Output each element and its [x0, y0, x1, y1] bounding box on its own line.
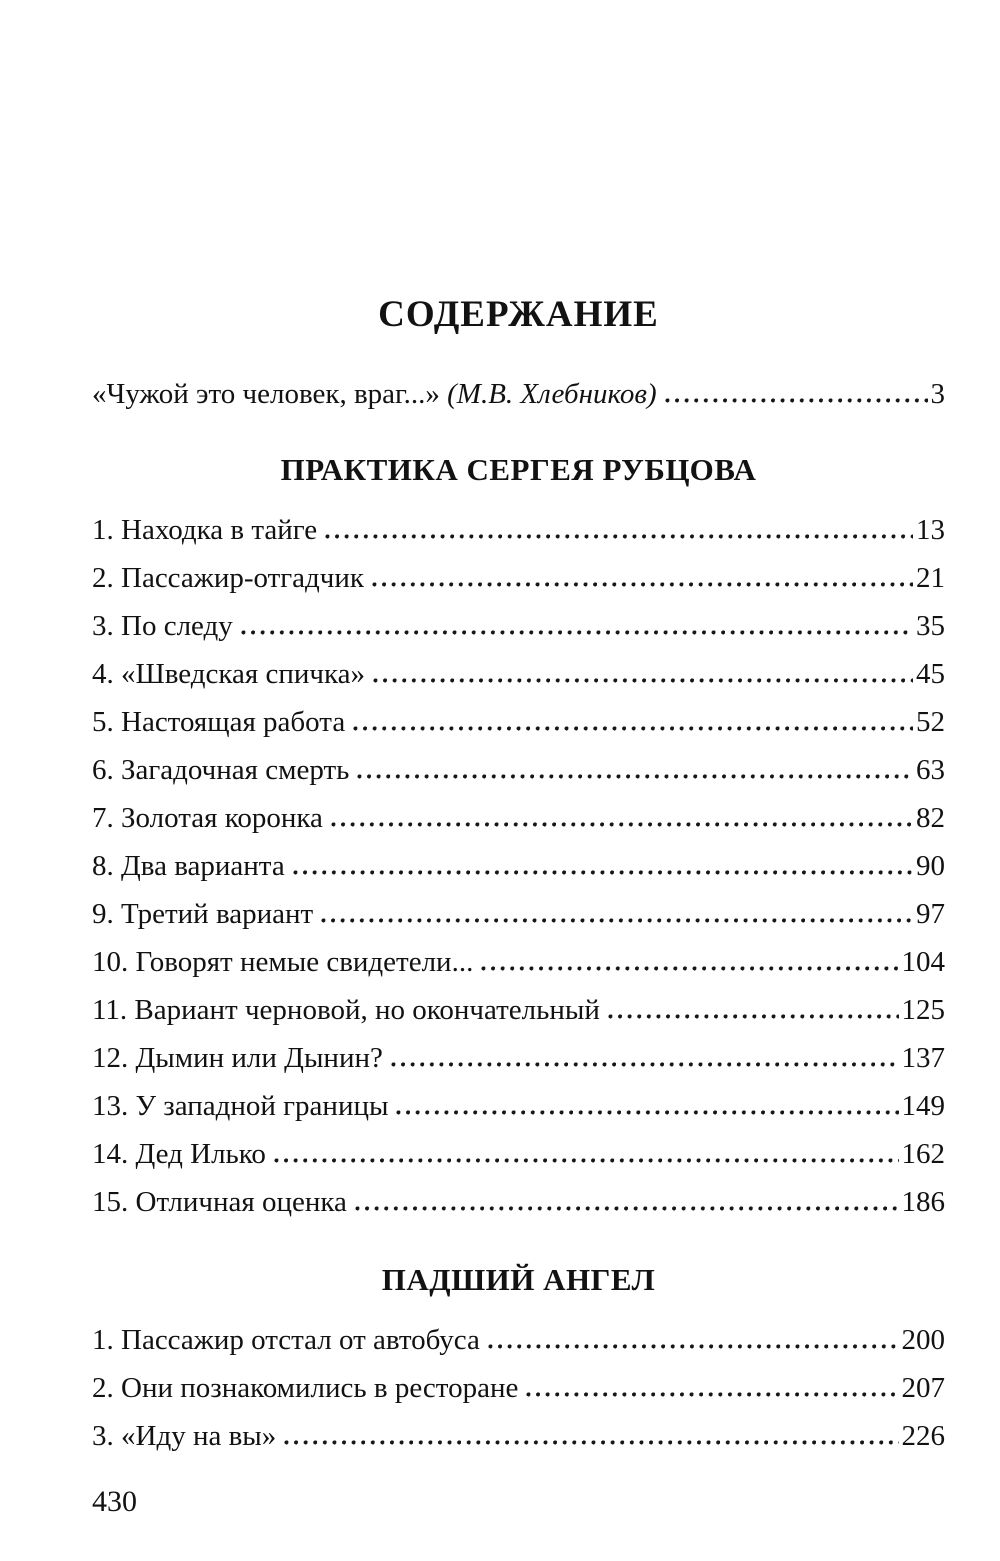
toc-entry-title: 3. «Иду на вы» — [92, 1420, 277, 1452]
toc-page-number: 104 — [901, 946, 945, 978]
toc-entry-title: 15. Отличная оценка — [92, 1186, 347, 1218]
toc-page-number: 45 — [916, 658, 945, 690]
toc-entry — [92, 1364, 945, 1412]
toc-entry-title: 11. Вариант черновой, но окончательный — [92, 994, 600, 1026]
toc-page-number: 21 — [916, 562, 945, 594]
toc-entry — [92, 1178, 945, 1226]
toc-entry-title: 2. Пассажир-отгадчик — [92, 562, 365, 594]
toc-page-number: 162 — [901, 1138, 945, 1170]
toc-entry — [92, 794, 945, 842]
toc-page-number: 82 — [916, 802, 945, 834]
toc-entry-title: 7. Золотая коронка — [92, 802, 323, 834]
toc-entry-title: 12. Дымин или Дынин? — [92, 1042, 383, 1074]
toc-leader-dots — [274, 1158, 899, 1163]
folio-page-number: 430 — [92, 1485, 137, 1518]
toc-entry-title: 1. Пассажир отстал от автобуса — [92, 1324, 480, 1356]
toc-page-number: 35 — [916, 610, 945, 642]
toc-leader-dots — [373, 678, 913, 683]
toc-leader-dots — [331, 822, 913, 827]
toc-entry-title: 9. Третий вариант — [92, 898, 314, 930]
toc-entry — [92, 842, 945, 890]
toc-page-number: 207 — [901, 1372, 945, 1404]
toc-entry — [92, 890, 945, 938]
toc-entry-title: 4. «Шведская спичка» — [92, 658, 366, 690]
toc-entry — [92, 602, 945, 650]
toc-entry-title: 14. Дед Илько — [92, 1138, 266, 1170]
toc-page-number: 200 — [901, 1324, 945, 1356]
toc-leader-dots — [608, 1014, 899, 1019]
toc-entry-title: 13. У западной границы — [92, 1090, 389, 1122]
toc-entry — [92, 650, 945, 698]
toc-entry-title: 1. Находка в тайге — [92, 514, 318, 546]
toc-leader-dots — [284, 1440, 898, 1445]
toc-entry — [92, 698, 945, 746]
toc-entry-title: 3. По следу — [92, 610, 233, 642]
toc-leader-dots — [293, 870, 913, 875]
toc-entry-title: 8. Два варианта — [92, 850, 285, 882]
toc-leader-dots — [372, 582, 913, 587]
toc-page-number: 90 — [916, 850, 945, 882]
toc-entry-foreword — [92, 370, 945, 418]
toc-page-number: 125 — [901, 994, 945, 1026]
toc-leader-dots — [325, 534, 913, 539]
section-1-entry-list — [92, 506, 945, 1226]
toc-entry — [92, 1034, 945, 1082]
toc-leader-dots — [357, 774, 913, 779]
toc-leader-dots — [481, 966, 898, 971]
toc-entry — [92, 554, 945, 602]
toc-page-number: 97 — [916, 898, 945, 930]
toc-leader-dots — [391, 1062, 899, 1067]
foreword-author-italic: (М.В. Хлебников) — [447, 378, 657, 410]
toc-page-number: 52 — [916, 706, 945, 738]
section-1-heading: ПРАКТИКА СЕРГЕЯ РУБЦОВА — [280, 452, 757, 487]
toc-entry-title: 10. Говорят немые свидетели... — [92, 946, 474, 978]
page-title: СОДЕРЖАНИЕ — [378, 294, 659, 335]
toc-entry-title — [92, 370, 657, 418]
toc-leader-dots — [353, 726, 913, 731]
toc-leader-dots — [526, 1392, 898, 1397]
toc-entry — [92, 938, 945, 986]
toc-leader-dots — [241, 630, 913, 635]
toc-leader-dots — [665, 398, 928, 403]
toc-entry — [92, 1082, 945, 1130]
section-2-heading: ПАДШИЙ АНГЕЛ — [381, 1262, 656, 1297]
section-2-entry-list — [92, 1316, 945, 1460]
toc-page-number: 137 — [901, 1042, 945, 1074]
toc-entry — [92, 1316, 945, 1364]
toc-page-number: 13 — [916, 514, 945, 546]
toc-leader-dots — [396, 1110, 898, 1115]
toc-entry-title: 6. Загадочная смерть — [92, 754, 350, 786]
toc-entry — [92, 986, 945, 1034]
toc-entry — [92, 506, 945, 554]
toc-entry-title: 5. Настоящая работа — [92, 706, 346, 738]
foreword-quote-text: «Чужой это человек, враг...» — [92, 378, 448, 410]
toc-leader-dots — [321, 918, 913, 923]
toc-page-number: 3 — [930, 378, 945, 410]
toc-page-number: 186 — [901, 1186, 945, 1218]
toc-page-number: 149 — [901, 1090, 945, 1122]
toc-leader-dots — [488, 1344, 899, 1349]
toc-page-number: 226 — [901, 1420, 945, 1452]
toc-entry-title: 2. Они познакомились в ресторане — [92, 1372, 519, 1404]
toc-entry — [92, 1412, 945, 1460]
toc-entry — [92, 746, 945, 794]
toc-leader-dots — [355, 1206, 899, 1211]
toc-entry — [92, 1130, 945, 1178]
toc-page-number: 63 — [916, 754, 945, 786]
